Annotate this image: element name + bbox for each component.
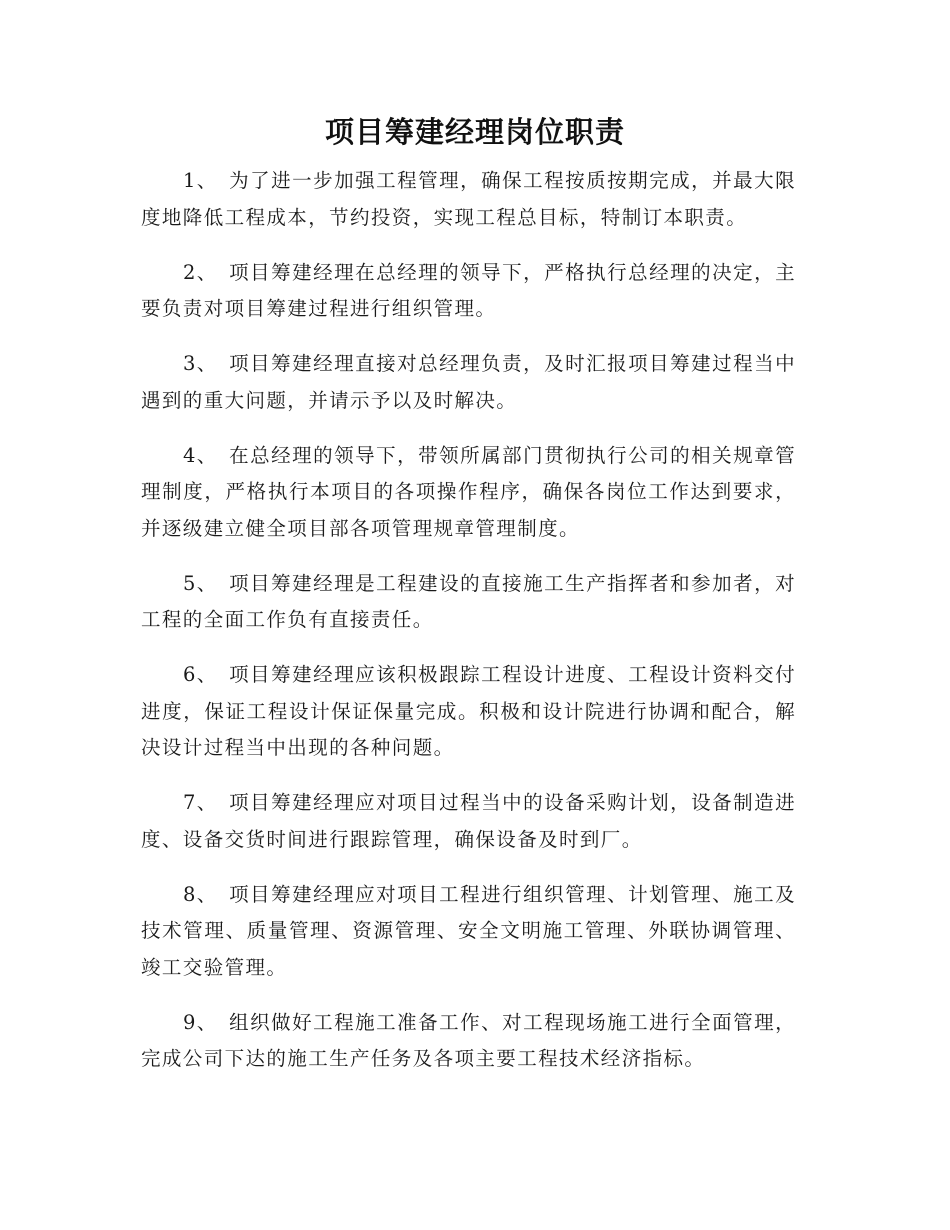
paragraph-8: [141, 877, 796, 987]
paragraph-text: 为了进一步加强工程管理，确保工程按质按期完成，并最大限度地降低工程成本，节约投资，实现工程总目标，特制订本职责。: [141, 169, 796, 229]
paragraph-9: [141, 1005, 796, 1078]
paragraph-3: [141, 346, 796, 419]
document-title: 项目筹建经理岗位职责: [324, 115, 625, 149]
paragraph-text: 在总经理的领导下，带领所属部门贯彻执行公司的相关规章管理制度，严格执行本项目的各项操作程序，确保各岗位工作达到要求，并逐级建立健全项目部各项管理规章管理制度。: [141, 443, 796, 540]
paragraph-1: [141, 163, 796, 236]
paragraph-6: [141, 657, 796, 767]
paragraph-text: 项目筹建经理是工程建设的直接施工生产指挥者和参加者，对工程的全面工作负有直接责任。: [141, 571, 796, 631]
paragraph-7: [141, 785, 796, 858]
paragraph-number: 1、: [183, 169, 218, 192]
paragraph-number: 5、: [183, 571, 218, 595]
paragraph-text: 项目筹建经理直接对总经理负责，及时汇报项目筹建过程当中遇到的重大问题，并请示予以及时解决。: [141, 352, 796, 412]
paragraph-4: [141, 438, 796, 548]
paragraph-number: 3、: [183, 352, 218, 375]
paragraph-5: [141, 566, 796, 639]
paragraph-text: 项目筹建经理应对项目工程进行组织管理、计划管理、施工及技术管理、质量管理、资源管理、安全文明施工管理、外联协调管理、竣工交验管理。: [141, 882, 796, 979]
paragraph-number: 2、: [183, 260, 218, 284]
paragraph-text: 项目筹建经理在总经理的领导下，严格执行总经理的决定，主要负责对项目筹建过程进行组织管理。: [141, 260, 796, 320]
document-body: [141, 163, 796, 1096]
paragraph-number: 4、: [183, 443, 218, 467]
paragraph-number: 9、: [183, 1010, 218, 1034]
paragraph-text: 项目筹建经理应该积极跟踪工程设计进度、工程设计资料交付进度，保证工程设计保证保量完成。积极和设计院进行协调和配合，解决设计过程当中出现的各种问题。: [141, 663, 796, 759]
paragraph-2: [141, 255, 796, 328]
paragraph-text: 项目筹建经理应对项目过程当中的设备采购计划，设备制造进度、设备交货时间进行跟踪管理，确保设备及时到厂。: [141, 791, 796, 851]
paragraph-number: 7、: [183, 791, 218, 814]
paragraph-text: 组织做好工程施工准备工作、对工程现场施工进行全面管理，完成公司下达的施工生产任务及各项主要工程技术经济指标。: [141, 1010, 796, 1070]
paragraph-number: 8、: [183, 882, 218, 906]
paragraph-number: 6、: [183, 663, 218, 686]
